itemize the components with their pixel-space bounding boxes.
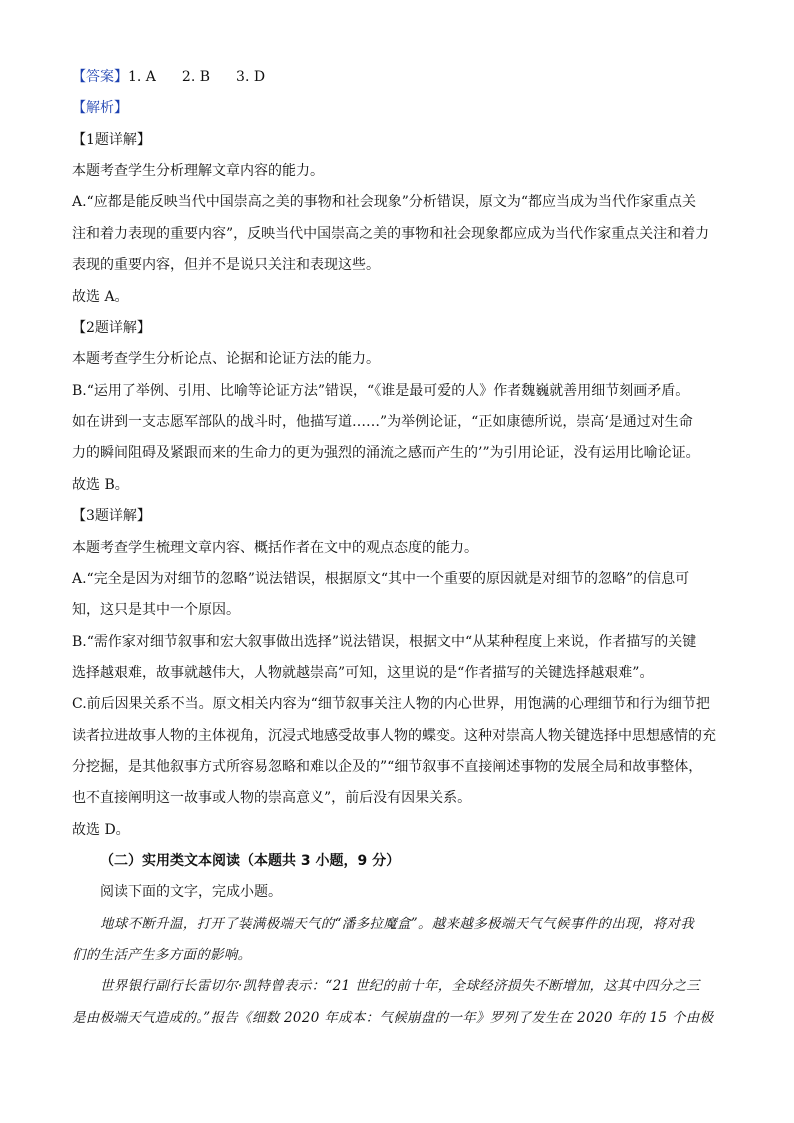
q3-c-line-4: 也不直接阐明这一故事或人物的崇高意义”，前后没有因果关系。 — [72, 790, 472, 806]
q3-b-line-1: B.“需作家对细节叙事和宏大叙事做出选择”说法错误，根据文中“从某种程度上来说，作者描写的关键 — [72, 634, 697, 650]
q3-b-line-2: 选择越艰难，故事就越伟大，人物就越崇高”可知，这里说的是“作者描写的关键选择越艰难”。 — [72, 665, 654, 681]
q2-title: 【2题详解】 — [72, 320, 151, 336]
q2-intro: 本题考查学生分析论点、论据和论证方法的能力。 — [72, 351, 380, 367]
q1-title: 【1题详解】 — [72, 132, 151, 148]
q3-a-line-2: 知，这只是其中一个原因。 — [72, 602, 240, 618]
answer-label: 【答案】 — [72, 69, 128, 85]
q2-line-3: 力的瞬间阻碍及紧跟而来的生命力的更为强烈的涌流之感而产生的’”为引用论证，没有运用比喻论证。 — [72, 445, 700, 461]
q3-intro: 本题考查学生梳理文章内容、概括作者在文中的观点态度的能力。 — [72, 540, 478, 556]
passage-line-1: 地球不断升温，打开了装满极端天气的“潘多拉魔盒”。越来越多极端天气气候事件的出现，将对我 — [100, 916, 695, 932]
q1-line-1: A.“应都是能反映当代中国崇高之美的事物和社会现象”分析错误，原文为“都应当成为当代作家重点关 — [72, 194, 697, 210]
q1-conclusion: 故选 A。 — [72, 289, 129, 305]
q3-c-line-1: C.前后因果关系不当。原文相关内容为“细节叙事关注人物的内心世界，用饱满的心理细节和行为细节把 — [72, 696, 710, 712]
q2-conclusion: 故选 B。 — [72, 477, 129, 493]
q1-line-3: 表现的重要内容，但并不是说只关注和表现这些。 — [72, 257, 380, 273]
passage-line-2: 们的生活产生多方面的影响。 — [72, 947, 252, 963]
passage-line-3: 世界银行副行长雷切尔·凯特曾表示：“21 世纪的前十年，全球经济损失不断增加，这其中四分之三 — [100, 978, 700, 994]
answer-item-3: 3. D — [236, 69, 266, 85]
q3-a-line-1: A.“完全是因为对细节的忽略”说法错误，根据原文“其中一个重要的原因就是对细节的忽略”的信息可 — [72, 571, 690, 587]
q1-intro: 本题考查学生分析理解文章内容的能力。 — [72, 163, 324, 179]
q3-conclusion: 故选 D。 — [72, 822, 130, 838]
q2-line-2: 如在讲到一支志愿军部队的战斗时，他描写道……”为举例论证，“正如康德所说，崇高‘是通过对生命 — [72, 414, 693, 430]
q3-c-line-2: 读者拉进故事人物的主体视角，沉浸式地感受故事人物的蝶变。这种对崇高人物关键选择中思想感情的充 — [72, 728, 716, 744]
answer-line — [72, 67, 265, 87]
q2-line-1: B.“运用了举例、引用、比喻等论证方法”错误，“《谁是最可爱的人》作者魏巍就善用细节刻画矛盾。 — [72, 383, 690, 399]
section2-instruction: 阅读下面的文字，完成小题。 — [100, 884, 282, 900]
q3-c-line-3: 分挖掘，是其他叙事方式所容易忽略和难以企及的”“细节叙事不直接阐述事物的发展全局和故事整体， — [72, 759, 703, 775]
answer-item-1: 1. A — [128, 69, 156, 85]
analysis-label: 【解析】 — [72, 100, 128, 116]
passage-line-4: 是由极端天气造成的。”报告《细数 2020 年成本：气候崩盘的一年》罗列了发生在 2020 年的 15 个由极 — [72, 1010, 714, 1026]
q3-title: 【3题详解】 — [72, 508, 151, 524]
q1-line-2: 注和着力表现的重要内容”，反映当代中国崇高之美的事物和社会现象都应成为当代作家重点关注和着力 — [72, 226, 710, 242]
section2-title: （二）实用类文本阅读（本题共 3 小题，9 分） — [100, 853, 401, 869]
answer-item-2: 2. B — [181, 69, 211, 85]
